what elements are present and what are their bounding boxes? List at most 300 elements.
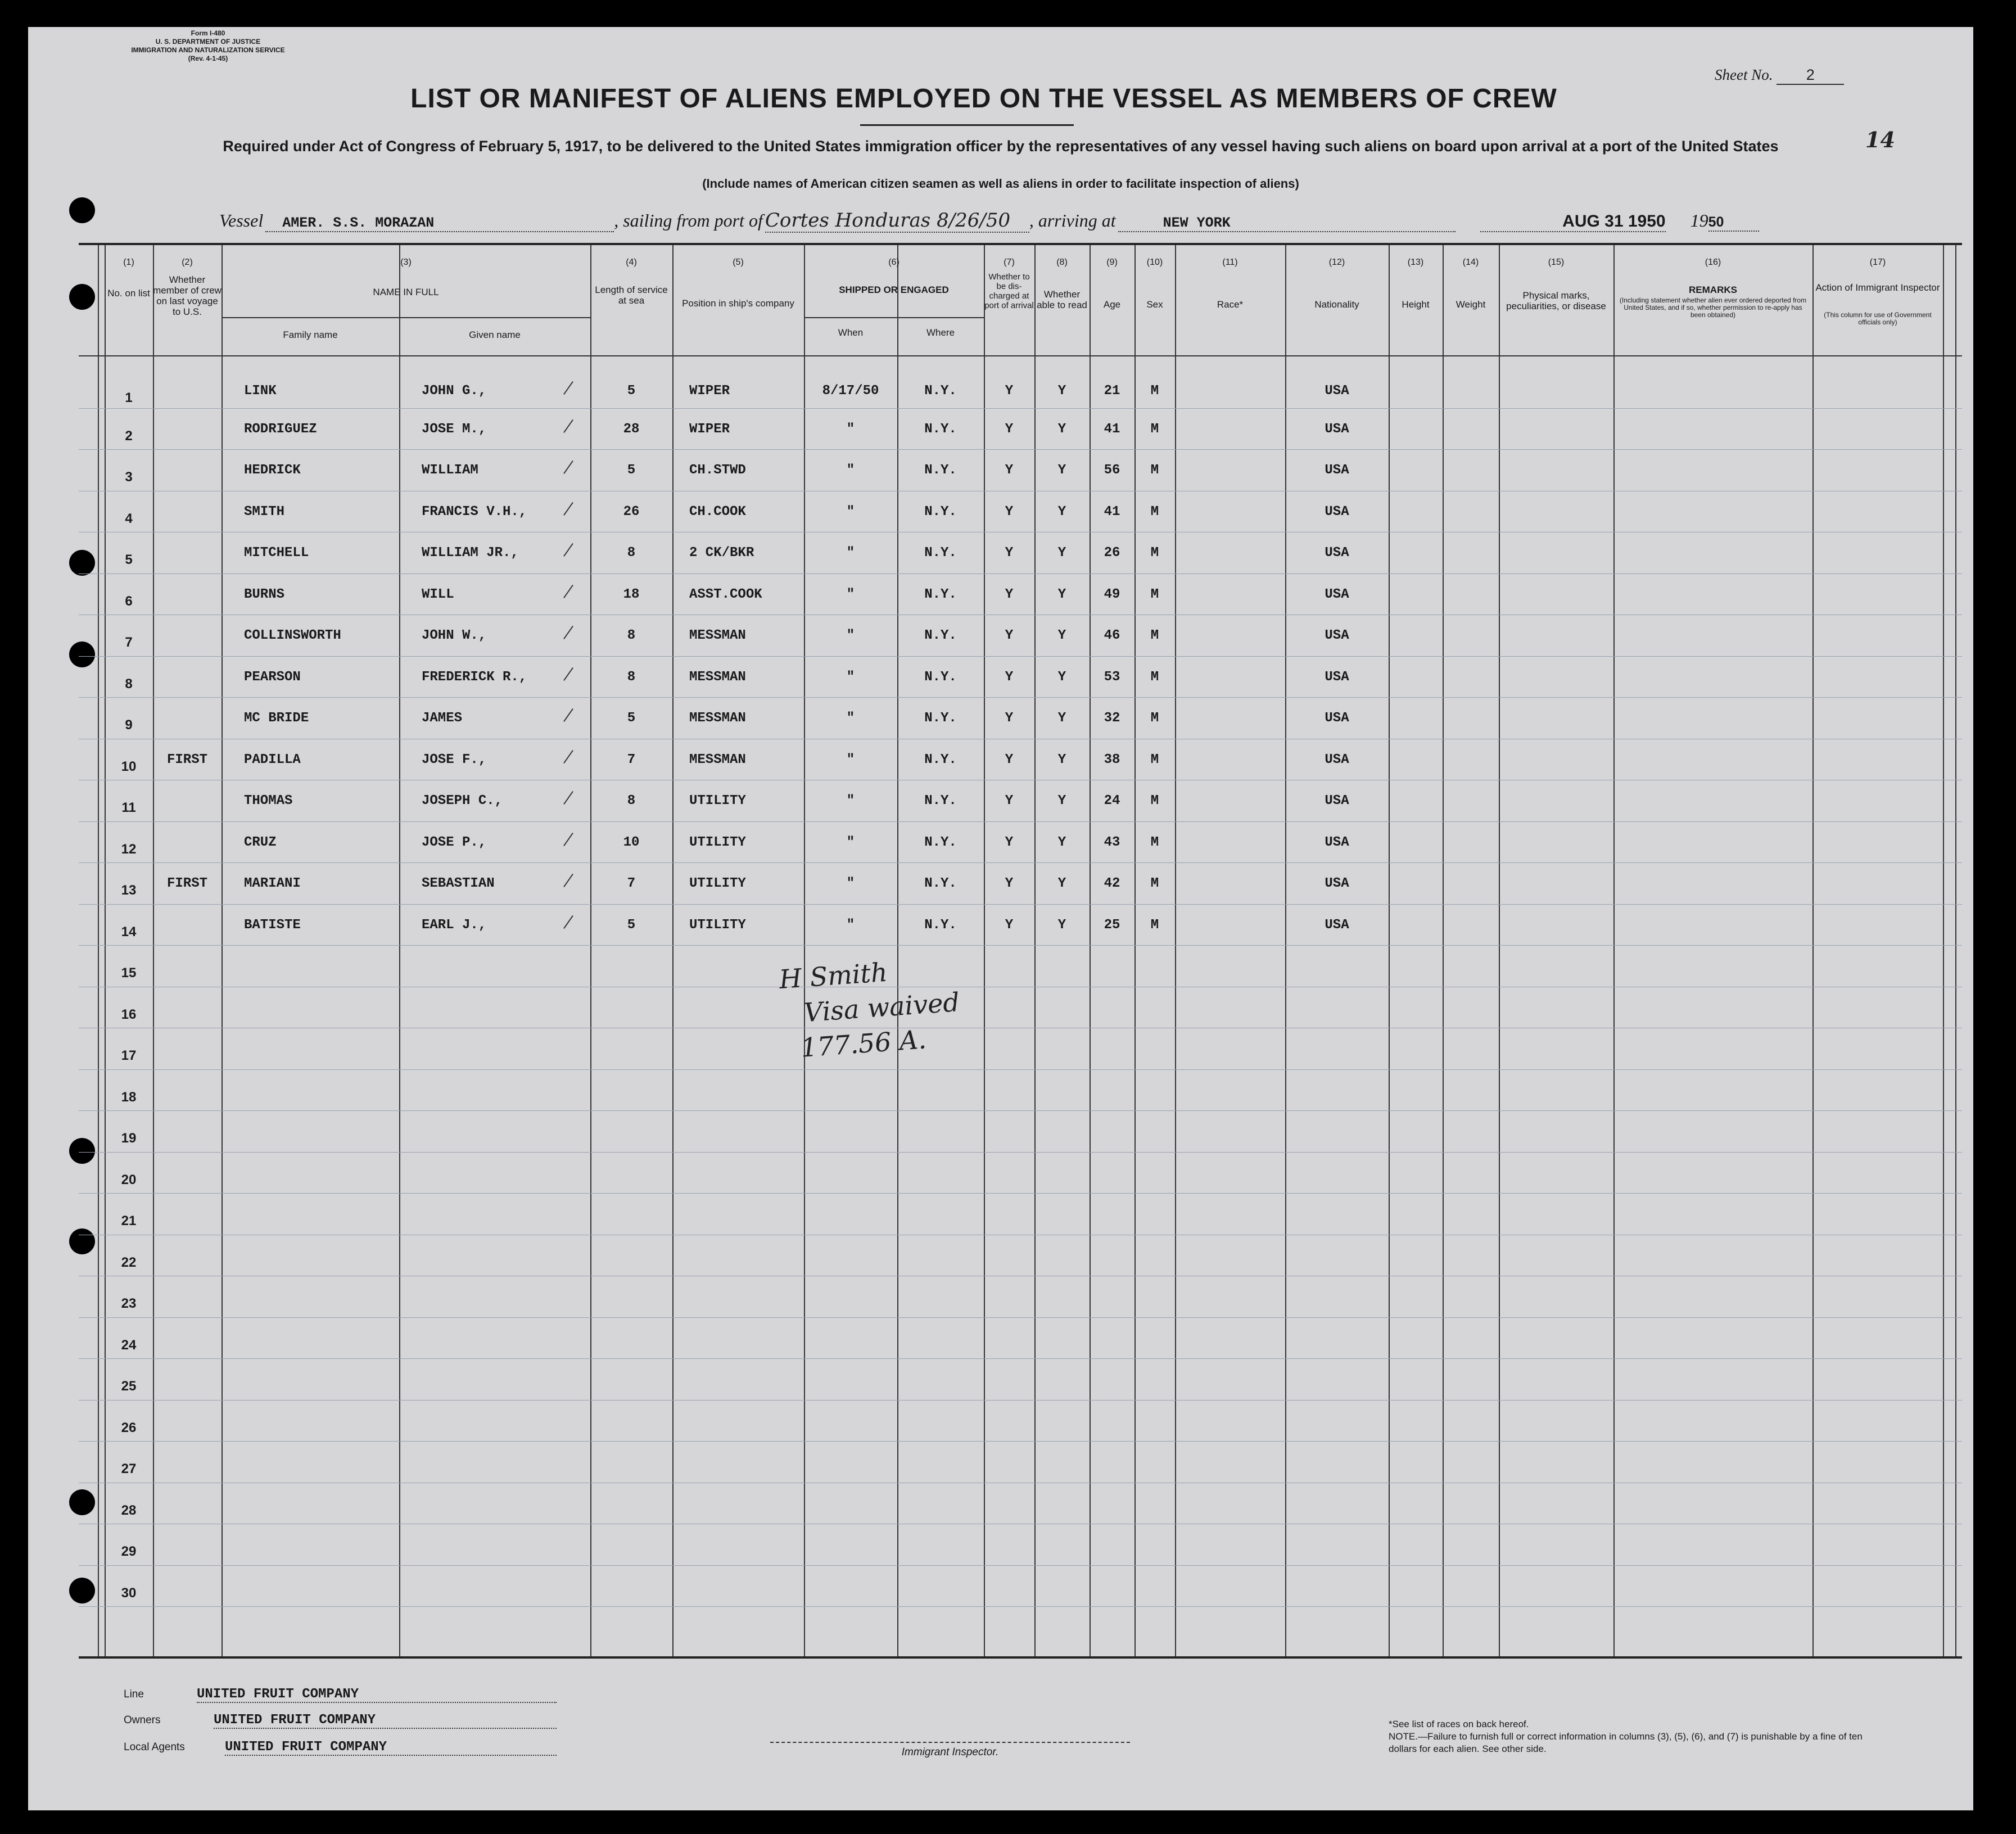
column-number: (3) [400,258,412,267]
column-divider [1285,245,1286,1656]
row-last: FIRST [166,876,207,891]
footer-owners-label: Owners [124,1714,161,1726]
row-no-empty: 30 [121,1585,137,1601]
row-nationality: USA [1325,669,1349,685]
column-number: (17) [1869,258,1886,267]
handwritten-visa-waived: Visa waived [803,987,961,1028]
row-rule [79,1152,1962,1153]
row-read: Y [1057,834,1066,850]
form-identifier [79,29,337,63]
row-rule [79,449,1962,450]
inspector-signature-line [770,1742,1130,1743]
row-no-empty: 28 [121,1502,137,1518]
row-disch: Y [1005,669,1014,685]
row-nationality: USA [1325,383,1349,399]
row-where: N.Y. [924,917,957,933]
row-position: CH.COOK [689,504,746,520]
row-position: UTILITY [689,876,746,891]
footer-agents-row [124,1740,557,1756]
column-divider [1499,245,1500,1656]
column-number: (4) [626,258,637,267]
row-family: COLLINSWORTH [244,628,341,643]
row-no: 14 [121,924,137,939]
vessel-label: Vessel [219,210,264,231]
row-sex: M [1150,421,1159,437]
column-divider [1955,245,1956,1656]
row-when: " [846,752,855,767]
row-when: " [846,876,855,891]
inspector-label: Immigrant Inspector. [901,1746,999,1758]
footer-owners-row [124,1713,557,1729]
row-rule [79,656,1962,657]
row-family: RODRIGUEZ [244,421,317,437]
row-disch: Y [1005,876,1014,891]
row-sex: M [1150,752,1159,767]
column-header-position: Position in ship's company [682,298,794,309]
column-divider [1613,245,1615,1656]
row-no-empty: 23 [121,1296,137,1311]
column-number: (5) [733,258,744,267]
footer-line-label: Line [124,1688,144,1700]
row-rule [79,1193,1962,1194]
row-no: 12 [121,841,137,857]
row-given: FREDERICK R., [422,669,527,685]
row-position: WIPER [689,383,730,399]
row-when: " [846,669,855,685]
row-position: MESSMAN [689,752,746,767]
row-rule [79,821,1962,822]
column-header-remarks-note: (Including statement whether alien ever ordered deported from United States, and if so, whether permission to re-apply has been obtained) [1619,296,1807,319]
row-nationality: USA [1325,711,1349,726]
column-header-number: No. on list [107,288,150,299]
row-read: Y [1057,711,1066,726]
row-when: " [846,586,855,602]
footer-line-value: UNITED FRUIT COMPANY [197,1687,557,1703]
column-header-remarks: REMARKS [1689,284,1737,295]
row-family: CRUZ [244,834,277,850]
page-title: LIST OR MANIFEST OF ALIENS EMPLOYED ON THE VESSEL AS MEMBERS OF CREW [410,84,1557,114]
port-of-departure: Cortes Honduras 8/26/50 [765,209,1029,233]
column-number: (7) [1004,258,1015,267]
column-number: (6) [888,258,899,267]
row-family: PADILLA [244,752,301,767]
row-where: N.Y. [924,463,957,478]
arrival-date-stamp: AUG 31 1950 [1480,212,1666,232]
row-read: Y [1057,463,1066,478]
binder-hole [69,197,95,223]
row-no-empty: 20 [121,1172,137,1187]
row-family: HEDRICK [244,463,301,478]
row-position: ASST.COOK [689,586,762,602]
footer-note-races: *See list of races on back hereof. [1389,1719,1529,1729]
row-no-empty: 16 [121,1006,137,1022]
column-header-nationality: Nationality [1314,299,1359,310]
column-divider [1175,245,1176,1656]
row-position: UTILITY [689,793,746,808]
row-given: JOSE F., [422,752,487,767]
row-service: 7 [627,752,636,767]
column-number: (16) [1705,258,1721,267]
column-header-read: Whether able to read [1037,289,1087,310]
column-header-discharged: Whether to be dis-charged at port of arrival [984,272,1034,310]
row-when: " [846,711,855,726]
row-sex: M [1150,917,1159,933]
row-age: 42 [1104,876,1120,891]
column-number: (10) [1146,258,1163,267]
row-read: Y [1057,545,1066,561]
row-nationality: USA [1325,586,1349,602]
row-rule [79,1565,1962,1566]
column-header-family-name: Family name [283,329,338,340]
row-family: BATISTE [244,917,301,933]
year-prefix: 19 [1690,210,1708,231]
row-position: MESSMAN [689,711,746,726]
row-where: N.Y. [924,421,957,437]
row-no: 11 [121,800,136,815]
row-disch: Y [1005,463,1014,478]
page-subtitle: Required under Act of Congress of February 5, 1917, to be delivered to the United States immigration officer by the representatives of any vessel having such aliens on board upon arrival at a port of the United States [223,138,1779,155]
row-nationality: USA [1325,834,1349,850]
row-read: Y [1057,917,1066,933]
column-number: (13) [1407,258,1424,267]
column-header-height: Height [1402,299,1430,310]
row-read: Y [1057,752,1066,767]
row-given: JOHN G., [422,383,487,399]
column-header-age: Age [1103,299,1121,310]
page-subnote: (Include names of American citizen seamen as well as aliens in order to facilitate inspection of aliens) [702,177,1299,191]
row-given: WILLIAM JR., [422,545,519,561]
footer-line-row [124,1687,557,1703]
row-nationality: USA [1325,421,1349,437]
row-rule [79,945,1962,946]
row-sex: M [1150,834,1159,850]
column-header-shipped: SHIPPED OR ENGAGED [839,284,949,295]
row-no-empty: 29 [121,1544,137,1559]
column-number: (15) [1548,258,1565,267]
row-given: WILLIAM [422,463,478,478]
row-disch: Y [1005,752,1014,767]
column-divider [105,245,106,1656]
row-position: WIPER [689,421,730,437]
row-position: UTILITY [689,917,746,933]
header-subrule [222,317,590,318]
row-rule [79,1317,1962,1318]
row-rule [79,1110,1962,1111]
row-no: 1 [125,390,133,405]
row-rule [79,573,1962,574]
row-disch: Y [1005,917,1014,933]
row-no-empty: 27 [121,1461,137,1476]
row-family: SMITH [244,504,285,520]
row-service: 26 [623,504,640,520]
row-age: 41 [1104,504,1120,520]
row-sex: M [1150,793,1159,808]
row-where: N.Y. [924,586,957,602]
row-where: N.Y. [924,628,957,643]
row-service: 5 [627,917,636,933]
row-disch: Y [1005,711,1014,726]
column-header-last-voyage: Whether member of crew on last voyage to U.S. [153,274,222,317]
row-given: FRANCIS V.H., [422,504,527,520]
row-service: 18 [623,586,640,602]
year-suffix: 50 [1708,214,1759,232]
row-disch: Y [1005,793,1014,808]
footer-agents-value: UNITED FRUIT COMPANY [225,1740,557,1756]
row-family: PEARSON [244,669,301,685]
row-no-empty: 24 [121,1337,137,1353]
row-service: 10 [623,834,640,850]
form-revision: (Rev. 4-1-45) [188,55,228,62]
row-given: JAMES [422,711,463,726]
handwritten-note [778,950,963,1067]
column-number: (9) [1106,258,1118,267]
column-number: (14) [1462,258,1479,267]
row-age: 43 [1104,834,1120,850]
row-when: " [846,917,855,933]
row-nationality: USA [1325,545,1349,561]
row-when: " [846,628,855,643]
row-read: Y [1057,669,1066,685]
column-header-given-name: Given name [469,329,521,340]
row-where: N.Y. [924,669,957,685]
column-header-inspector-note: (This column for use of Government officials only) [1824,311,1932,326]
row-no-empty: 25 [121,1379,137,1394]
row-no: 8 [125,676,133,692]
row-nationality: USA [1325,752,1349,767]
row-nationality: USA [1325,876,1349,891]
row-age: 25 [1104,917,1120,933]
row-given: SEBASTIAN [422,876,495,891]
column-divider [1943,245,1944,1656]
row-disch: Y [1005,545,1014,561]
row-service: 7 [627,876,636,891]
column-header-when: When [838,327,864,338]
vessel-name: AMER. S.S. MORAZAN [265,215,614,232]
row-disch: Y [1005,421,1014,437]
column-divider [590,245,591,1656]
form-number: Form I-480 [191,29,225,37]
form-department: U. S. DEPARTMENT OF JUSTICE [155,38,261,46]
row-no: 4 [125,511,133,526]
row-age: 24 [1104,793,1120,808]
row-when: " [846,545,855,561]
row-disch: Y [1005,504,1014,520]
margin-number: 14 [1865,127,1895,152]
header-subrule [804,317,984,318]
row-service: 5 [627,383,636,399]
column-divider [153,245,154,1656]
column-header-service: Length of service at sea [595,284,668,306]
row-disch: Y [1005,586,1014,602]
row-read: Y [1057,586,1066,602]
row-no: 13 [121,883,137,898]
row-position: 2 CK/BKR [689,545,754,561]
column-divider [98,245,99,1656]
row-sex: M [1150,586,1159,602]
column-number: (2) [182,258,193,267]
row-age: 26 [1104,545,1120,561]
row-where: N.Y. [924,383,957,399]
row-sex: M [1150,711,1159,726]
row-read: Y [1057,793,1066,808]
sheet-number-value: 2 [1777,66,1844,85]
row-no: 3 [125,469,133,485]
row-where: N.Y. [924,834,957,850]
column-header-race: Race* [1217,299,1244,310]
row-age: 21 [1104,383,1120,399]
footer-owners-value: UNITED FRUIT COMPANY [214,1713,557,1729]
row-age: 41 [1104,421,1120,437]
row-rule [79,697,1962,698]
row-no: 6 [125,593,133,609]
row-sex: M [1150,545,1159,561]
arriving-label: , arriving at [1029,210,1116,231]
row-last: FIRST [166,752,207,767]
column-header-inspector-action: Action of Immigrant Inspector [1815,282,1940,293]
row-age: 32 [1104,711,1120,726]
row-service: 8 [627,628,636,643]
row-read: Y [1057,628,1066,643]
column-divider [1812,245,1814,1656]
sailing-label: , sailing from port of [614,210,763,231]
row-rule [79,904,1962,905]
row-where: N.Y. [924,711,957,726]
row-rule [79,408,1962,409]
row-age: 46 [1104,628,1120,643]
row-no: 9 [125,717,133,733]
row-position: MESSMAN [689,628,746,643]
row-disch: Y [1005,628,1014,643]
column-divider [1034,245,1036,1656]
row-nationality: USA [1325,504,1349,520]
row-sex: M [1150,669,1159,685]
row-service: 28 [623,421,640,437]
footer-notes [1389,1718,1883,1755]
sheet-number-label: Sheet No. [1715,66,1773,83]
row-when: " [846,421,855,437]
column-header-physical-marks: Physical marks, peculiarities, or disease [1506,290,1606,311]
row-rule [79,1441,1962,1442]
row-family: BURNS [244,586,285,602]
row-when: " [846,834,855,850]
row-sex: M [1150,383,1159,399]
column-divider [1134,245,1136,1656]
row-service: 5 [627,463,636,478]
row-service: 5 [627,711,636,726]
row-family: THOMAS [244,793,293,808]
row-given: WILL [422,586,454,602]
row-nationality: USA [1325,463,1349,478]
row-position: UTILITY [689,834,746,850]
column-divider [222,245,223,1656]
column-number: (11) [1222,258,1238,267]
sheet-number [1715,66,1844,85]
column-divider [399,245,400,1656]
crew-table [79,243,1962,1659]
row-age: 56 [1104,463,1120,478]
handwritten-reference: 177.56 A. [799,1024,928,1063]
row-no-empty: 15 [121,965,137,981]
row-service: 8 [627,669,636,685]
column-divider [897,245,898,1656]
row-read: Y [1057,421,1066,437]
row-position: CH.STWD [689,463,746,478]
row-read: Y [1057,383,1066,399]
row-rule [79,1606,1962,1607]
column-divider [1389,245,1390,1656]
column-number: (8) [1056,258,1068,267]
row-where: N.Y. [924,545,957,561]
column-number: (12) [1328,258,1345,267]
row-age: 38 [1104,752,1120,767]
row-nationality: USA [1325,917,1349,933]
voyage-line [219,209,1906,233]
column-divider [1090,245,1091,1656]
row-family: MARIANI [244,876,301,891]
row-no-empty: 26 [121,1420,137,1435]
column-number: (1) [123,258,134,267]
row-no-empty: 22 [121,1254,137,1270]
row-age: 53 [1104,669,1120,685]
row-no: 2 [125,428,133,444]
row-when: " [846,793,855,808]
row-rule [79,1358,1962,1359]
row-sex: M [1150,876,1159,891]
row-age: 49 [1104,586,1120,602]
row-no-empty: 19 [121,1131,137,1146]
row-no-empty: 17 [121,1048,137,1063]
row-family: LINK [244,383,277,399]
row-given: JOSE P., [422,834,487,850]
form-service: IMMIGRATION AND NATURALIZATION SERVICE [131,46,285,54]
row-given: JOSE M., [422,421,487,437]
row-where: N.Y. [924,504,957,520]
column-header-sex: Sex [1146,299,1163,310]
row-where: N.Y. [924,793,957,808]
handwritten-signature: H Smith [778,956,889,995]
row-family: MC BRIDE [244,711,309,726]
row-given: EARL J., [422,917,487,933]
row-read: Y [1057,504,1066,520]
row-where: N.Y. [924,876,957,891]
row-where: N.Y. [924,752,957,767]
row-rule [79,1069,1962,1070]
port-of-arrival: NEW YORK [1118,215,1456,232]
column-header-weight: Weight [1456,299,1486,310]
column-divider [1443,245,1444,1656]
row-service: 8 [627,793,636,808]
row-given: JOSEPH C., [422,793,503,808]
row-nationality: USA [1325,793,1349,808]
row-family: MITCHELL [244,545,309,561]
row-read: Y [1057,876,1066,891]
row-no-empty: 18 [121,1089,137,1105]
header-bottom-rule [79,355,1962,356]
row-no-empty: 21 [121,1213,137,1228]
row-position: MESSMAN [689,669,746,685]
column-divider [804,245,805,1656]
row-rule [79,862,1962,863]
column-header-where: Where [926,327,955,338]
row-disch: Y [1005,383,1014,399]
row-disch: Y [1005,834,1014,850]
footer-note-penalty: NOTE.—Failure to furnish full or correct information in columns (3), (5), (6), and (7) is punishable by a fine of ten dollars for each alien. See other side. [1389,1731,1863,1754]
row-nationality: USA [1325,628,1349,643]
row-service: 8 [627,545,636,561]
row-no: 5 [125,552,133,567]
row-no: 10 [121,758,137,774]
footer-agents-label: Local Agents [124,1741,185,1753]
